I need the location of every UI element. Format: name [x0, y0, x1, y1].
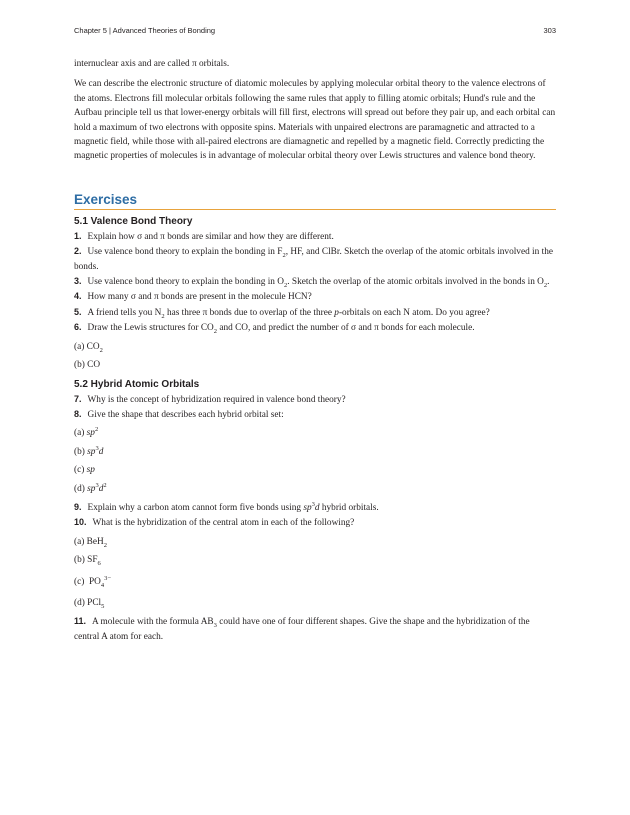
- question-text: hybrid orbitals.: [319, 502, 379, 513]
- question-text: Why is the concept of hybridization required in valence bond theory?: [87, 394, 346, 405]
- italic-text: sp: [87, 483, 96, 494]
- exercises-heading: Exercises: [74, 192, 556, 210]
- option-label: (d) PCl: [74, 597, 102, 608]
- question-11: [74, 614, 556, 644]
- question-number: 5.: [74, 306, 82, 317]
- question-text: Give the shape that describes each hybrid orbital set:: [87, 409, 284, 420]
- question-text: .: [547, 277, 550, 288]
- question-number: 4.: [74, 291, 82, 302]
- italic-text: sp: [86, 465, 95, 476]
- question-text: . Sketch the overlap of the atomic orbitals involved in the bonds in O: [287, 277, 544, 288]
- section-heading-hybrid-orbitals: 5.2 Hybrid Atomic Orbitals: [74, 378, 200, 390]
- subscript: 2: [99, 346, 103, 354]
- question-text: has three π bonds due to overlap of the three: [164, 307, 335, 318]
- page-number: 303: [543, 26, 556, 35]
- question-number: 1.: [74, 230, 82, 241]
- option-label: (b) SF: [74, 555, 98, 566]
- option-10d: [74, 596, 556, 610]
- option-label: (a): [74, 428, 87, 439]
- superscript: 2: [94, 426, 99, 434]
- option-10b: [74, 553, 556, 567]
- question-2: [74, 244, 556, 274]
- subscript: 2: [284, 281, 288, 289]
- italic-text: sp: [86, 428, 95, 439]
- subscript: 2: [103, 541, 107, 549]
- intro-fragment: internuclear axis and are called π orbitals.: [74, 59, 230, 69]
- subscript: 2: [282, 252, 286, 260]
- option-8d: [74, 482, 556, 496]
- body-paragraph: We can describe the electronic structure of diatomic molecules by applying molecular orbital theory to the valence electrons of the atoms. Electrons fill molecular orbitals following the same rules that apply to filling atomic orbitals; Hund's rule and the Aufbau principle tell us that lower-energy orbitals will fill first, electrons will spread out before they pair up, and each orbital can hold a maximum of two electrons with opposite spins. Materials with unpaired electrons are paramagnetic and attracted to a magnetic field, while those with all-paired electrons are diamagnetic and repelled by a magnetic field. Correctly predicting the magnetic properties of molecules is in advantage of molecular orbital theory over Lewis structures and valence bond theory.: [74, 79, 556, 162]
- question-number: 10.: [74, 517, 87, 528]
- question-5: [74, 305, 556, 320]
- option-label: (a) CO: [74, 341, 100, 352]
- question-text: Explain why a carbon atom cannot form five bonds using: [87, 502, 304, 513]
- option-label: (c): [74, 576, 85, 587]
- question-text: A friend tells you N: [87, 307, 162, 318]
- subscript: 6: [97, 560, 101, 568]
- option-8a: [74, 426, 556, 440]
- subscript: 2: [543, 281, 548, 289]
- superscript: 3: [95, 481, 99, 489]
- question-text: What is the hybridization of the central atom in each of the following?: [92, 518, 355, 529]
- question-text: could have one of four different shapes. Give the shape and the hybridization of the central A atom for each.: [74, 617, 530, 642]
- italic-text: sp: [303, 502, 312, 513]
- page-content: [74, 57, 556, 644]
- question-9: [74, 500, 556, 515]
- question-number: 9.: [74, 501, 82, 512]
- section-heading-valence-bond: 5.1 Valence Bond Theory: [74, 215, 193, 227]
- question-number: 6.: [74, 322, 82, 333]
- superscript: 3: [311, 500, 315, 508]
- italic-text: p: [334, 307, 339, 318]
- question-number: 2.: [74, 246, 82, 257]
- option-10c: [74, 575, 556, 589]
- question-number: 8.: [74, 408, 82, 419]
- superscript: 3−: [104, 574, 112, 582]
- question-7: [74, 392, 556, 407]
- question-10: [74, 515, 556, 530]
- subscript: 5: [101, 602, 105, 610]
- italic-text: d: [98, 483, 104, 494]
- superscript: 2: [103, 481, 107, 489]
- option-6a: [74, 340, 556, 354]
- option-6b: [74, 358, 556, 372]
- question-text: Draw the Lewis structures for CO: [87, 323, 214, 334]
- question-4: [74, 289, 556, 304]
- superscript: 3: [95, 444, 99, 452]
- italic-text: d: [314, 502, 320, 513]
- subscript: 2: [161, 312, 165, 320]
- question-3: [74, 274, 556, 289]
- question-text: Explain how σ and π bonds are similar and how they are different.: [87, 231, 334, 242]
- question-8: [74, 407, 556, 422]
- question-text: Use valence bond theory to explain the bonding in O: [87, 277, 284, 288]
- option-label: (c): [74, 465, 87, 476]
- subscript: 4: [100, 581, 105, 589]
- question-text: and CO, and predict the number of σ and π bonds for each molecule.: [217, 323, 475, 334]
- question-text: Use valence bond theory to explain the bonding in F: [87, 247, 283, 258]
- formula: PO: [88, 576, 101, 587]
- question-1: [74, 229, 556, 244]
- option-8c: [74, 463, 556, 477]
- option-label: (b) CO: [74, 360, 101, 371]
- question-text: -orbitals on each N atom. Do you agree?: [338, 307, 490, 318]
- option-10a: [74, 535, 556, 549]
- question-6: [74, 320, 556, 335]
- option-label: (b): [74, 446, 88, 457]
- option-label: (d): [74, 483, 88, 494]
- subscript: 3: [213, 622, 217, 630]
- subscript: 2: [213, 328, 218, 336]
- question-text: , HF, and ClBr. Sketch the overlap of the atomic orbitals involved in the bonds.: [74, 247, 553, 272]
- question-number: 7.: [74, 393, 82, 404]
- question-text: A molecule with the formula AB: [92, 617, 214, 628]
- question-number: 3.: [74, 276, 82, 287]
- question-text: How many σ and π bonds are present in the molecule HCN?: [87, 292, 312, 303]
- option-8b: [74, 445, 556, 459]
- chapter-header: Chapter 5 | Advanced Theories of Bonding: [74, 26, 216, 35]
- option-label: (a) BeH: [74, 536, 104, 547]
- italic-text: d: [98, 446, 104, 457]
- italic-text: sp: [87, 446, 96, 457]
- question-number: 11.: [74, 616, 87, 627]
